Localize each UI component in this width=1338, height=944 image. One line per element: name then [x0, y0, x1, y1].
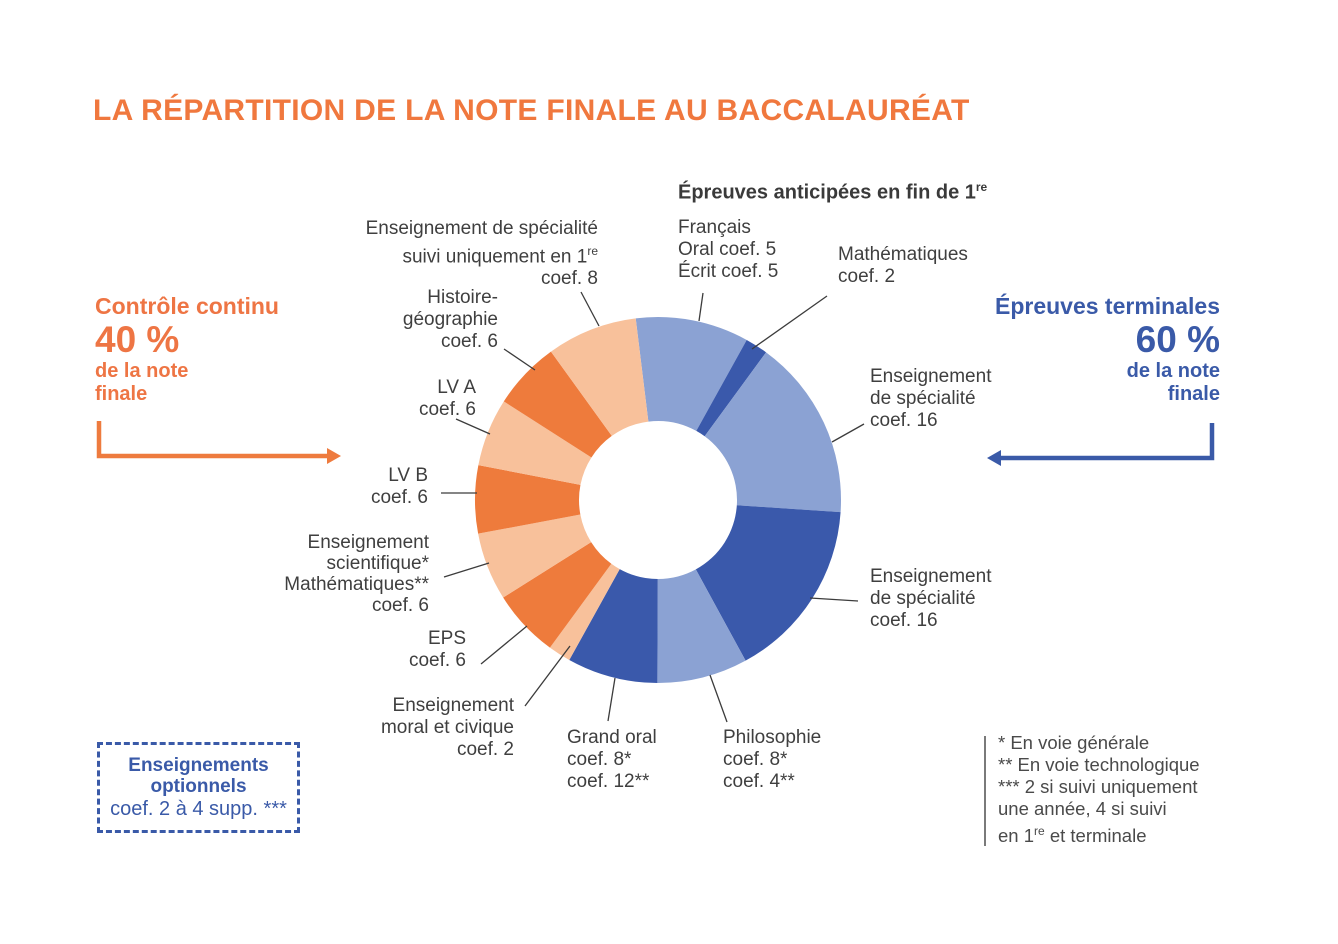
footnote-line: * En voie générale	[998, 732, 1150, 753]
label-line: coef. 6	[418, 399, 476, 420]
label-line: coef. 2	[838, 266, 896, 287]
label-spe-premiere	[366, 218, 598, 290]
label-line: coef. 4**	[723, 771, 795, 792]
label-line: LV B	[388, 465, 428, 486]
label-emc	[381, 695, 514, 761]
optional-teachings-box	[97, 742, 300, 833]
footnote-line-sup: re	[1034, 824, 1045, 838]
terminales-arrow	[987, 423, 1212, 466]
label-line-text: suivi uniquement en 1	[402, 246, 588, 268]
label-line: Enseignement	[870, 566, 992, 587]
footnote-line	[998, 820, 1200, 847]
connector-spe-terminale-2	[810, 598, 858, 601]
terminales-heading: Épreuves terminales	[994, 293, 1220, 319]
optional-box-line: coef. 2 à 4 supp. ***	[110, 797, 287, 820]
connector-ens-scientifique	[444, 563, 489, 577]
label-ens-scientifique	[284, 532, 429, 616]
connector-spe-terminale-1	[832, 424, 864, 442]
terminales-arrowhead-icon	[987, 450, 1001, 466]
connector-lva	[456, 419, 490, 434]
label-line: Histoire-	[427, 287, 498, 308]
label-histoire-geo	[403, 287, 498, 353]
continu-arrowhead-icon	[327, 448, 341, 464]
connector-eps	[481, 626, 527, 664]
anticipees-heading-sup: re	[975, 180, 988, 194]
label-line: Enseignement	[392, 695, 514, 716]
donut-segments	[475, 317, 841, 683]
label-line: Grand oral	[567, 727, 657, 748]
footnote-line: ** En voie technologique	[998, 754, 1200, 775]
label-line: de spécialité	[870, 388, 976, 409]
label-line: Français	[678, 217, 751, 238]
label-line: coef. 6	[408, 650, 466, 671]
page-title: LA RÉPARTITION DE LA NOTE FINALE AU BACCALAURÉAT	[93, 94, 970, 127]
connector-mathematiques	[752, 296, 827, 349]
label-line: coef. 8	[540, 268, 598, 290]
label-line: coef. 16	[870, 410, 938, 431]
label-line: géographie	[402, 309, 498, 330]
label-line: Enseignement	[307, 532, 429, 553]
label-line: coef. 2	[456, 739, 514, 760]
label-line: coef. 8*	[723, 749, 788, 770]
label-line: Mathématiques**	[284, 574, 429, 595]
label-line: Philosophie	[723, 727, 822, 748]
continu-sub1: de la note	[95, 360, 189, 382]
label-mathematiques	[838, 244, 968, 288]
label-line: coef. 6	[440, 331, 498, 352]
connector-grand-oral	[608, 678, 615, 721]
footnote-line-text: et terminale	[1044, 825, 1147, 847]
label-spe-terminale-1	[870, 366, 991, 432]
optional-box-line: Enseignements	[128, 754, 269, 776]
connector-francais	[699, 293, 703, 321]
label-line: Oral coef. 5	[678, 239, 777, 260]
anticipees-heading	[678, 180, 987, 205]
connector-histoire-geo	[504, 349, 535, 370]
terminales-percent: 60 %	[1135, 319, 1220, 360]
continu-heading: Contrôle continu	[95, 293, 279, 319]
label-line: Enseignement	[870, 366, 992, 387]
label-line: scientifique*	[326, 553, 429, 574]
continu-sub2: finale	[95, 383, 148, 405]
footnote-line: *** 2 si suivi uniquement	[998, 776, 1198, 797]
label-line: Enseignement de spécialité	[365, 218, 598, 239]
label-lvb	[371, 465, 428, 509]
connector-emc	[525, 646, 570, 706]
label-line: Écrit coef. 5	[678, 261, 779, 282]
label-spe-terminale-2	[870, 566, 991, 632]
footnotes	[998, 732, 1200, 847]
footnote-line: une année, 4 si suivi	[998, 798, 1167, 819]
footnote-line-text: en 1	[998, 825, 1035, 847]
continu-arrow	[99, 421, 341, 464]
optional-box-line: optionnels	[150, 775, 247, 797]
connector-philosophie	[710, 675, 727, 722]
label-line: coef. 16	[870, 610, 938, 631]
connector-spe-premiere	[581, 292, 599, 326]
label-francais	[678, 217, 778, 283]
label-grand-oral	[567, 727, 657, 793]
footnotes-divider	[984, 736, 986, 846]
continu-summary	[95, 293, 279, 406]
anticipees-heading-text: Épreuves anticipées en fin de 1	[678, 181, 976, 204]
label-line: Mathématiques	[838, 244, 968, 265]
label-line: coef. 6	[371, 595, 429, 616]
label-line	[366, 240, 598, 268]
terminales-summary	[995, 293, 1220, 406]
label-lva	[419, 377, 476, 421]
label-philosophie	[723, 727, 821, 793]
terminales-sub1: de la note	[1126, 360, 1220, 382]
label-line: coef. 12**	[567, 771, 650, 792]
label-line: moral et civique	[380, 717, 514, 738]
label-line: EPS	[427, 628, 466, 649]
label-line: coef. 6	[370, 487, 428, 508]
label-line: coef. 8*	[567, 749, 632, 770]
label-eps	[409, 628, 466, 672]
continu-percent: 40 %	[95, 319, 180, 360]
label-line: LV A	[437, 377, 476, 398]
label-line-sup: re	[587, 244, 598, 258]
label-line: de spécialité	[870, 588, 976, 609]
terminales-sub2: finale	[1167, 383, 1220, 405]
